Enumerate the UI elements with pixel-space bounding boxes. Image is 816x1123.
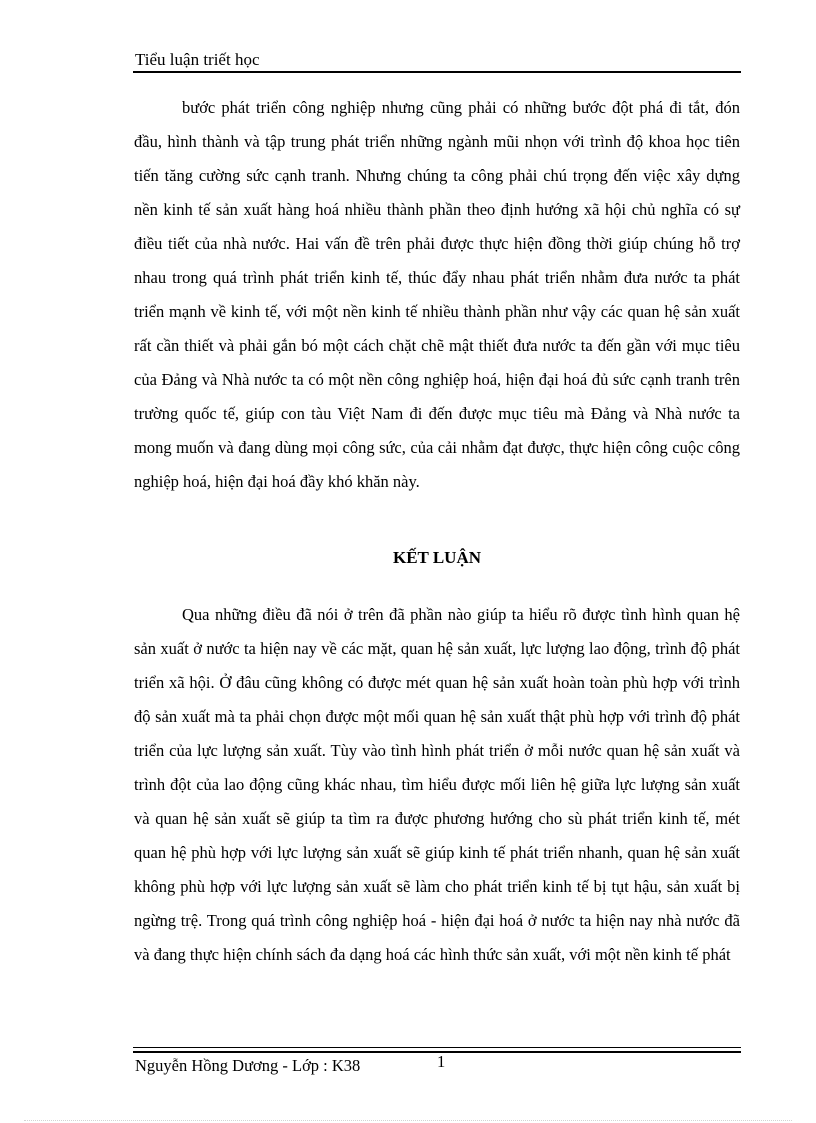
footer-divider-top xyxy=(133,1047,741,1048)
section-heading-conclusion: KẾT LUẬN xyxy=(392,548,481,567)
body-paragraph-continued: bước phát triển công nghiệp nhưng cũng phải có những bước đột phá đi tắt, đón đầu, hình thành và tập trung phát triển những ngành mũi nhọn với trình độ khoa học tiên tiến tăng cường sức cạnh tranh. Nhưng chúng ta công phải chú trọng đến việc xây dựng nền kinh tế sản xuất hàng hoá nhiều thành phần theo định hướng xã hội chủ nghĩa có sự điều tiết của nhà nước. Hai vấn đề trên phải được thực hiện đồng thời giúp chúng hỗ trợ nhau trong quá trình phát triển kinh tế, thúc đẩy nhau phát triển nhằm đưa nước ta phát triển mạnh về kinh tế, với một nền kinh tế nhiều thành phần như vậy các quan hệ sản xuất rất cần thiết và phải gắn bó một cách chặt chẽ mật thiết đưa nước ta đến gần với mục tiêu của Đảng và Nhà nước ta có một nền công nghiệp hoá, hiện đại hoá đủ sức cạnh tranh trên trường quốc tế, giúp con tàu Việt Nam đi đến được mục tiêu mà Đảng và Nhà nước ta mong muốn và đang dùng mọi công sức, của cải nhằm đạt được, thực hiện công cuộc công nghiệp hoá, hiện đại hoá đầy khó khăn này. xyxy=(134,98,740,491)
body-paragraph-conclusion: Qua những điều đã nói ở trên đã phần nào giúp ta hiểu rõ được tình hình quan hệ sản xuất ở nước ta hiện nay về các mặt, quan hệ sản xuất, lực lượng lao động, trình độ phát triển xã hội. Ở đâu cũng không có được mét quan hệ sản xuất hoàn toàn phù hợp với trình độ sản xuất mà ta phải chọn được một mối quan hệ sản xuất thật phù hợp với trình độ phát triển của lực lượng sản xuất. Tùy vào tình hình phát triển ở mỗi nước quan hệ sản xuất và trình đột của lao động cũng khác nhau, tìm hiểu được mối liên hệ giữa lực lượng sản xuất và quan hệ sản xuất sẽ giúp ta tìm ra được phương hướng cho sù phát triển kinh tế, mét quan hệ phù hợp với lực lượng sản xuất sẽ giúp kinh tế phát triển nhanh, quan hệ sản xuất không phù hợp với lực lượng sản xuất sẽ làm cho phát triển kinh tế bị tụt hậu, sản xuất bị ngừng trệ. Trong quá trình công nghiệp hoá - hiện đại hoá ở nước ta hiện nay nhà nước đã và đang thực hiện chính sách đa dạng hoá các hình thức sản xuất, với một nền kinh tế phát xyxy=(134,605,740,964)
header-divider xyxy=(133,71,741,73)
page-number: 1 xyxy=(437,1052,446,1071)
footer-author: Nguyễn Hồng Dương - Lớp : K38 xyxy=(135,1056,361,1075)
page-bottom-edge xyxy=(24,1120,792,1121)
page-header-title: Tiểu luận triết học xyxy=(135,50,260,69)
